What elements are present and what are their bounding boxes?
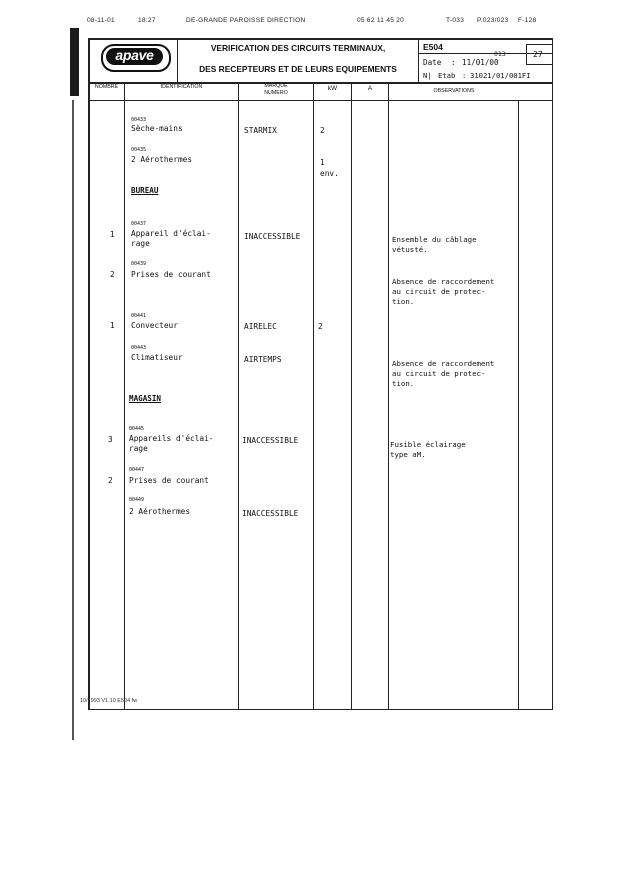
item-observation-cont: vétusté.	[392, 245, 428, 254]
item-identification: 2 Aérothermes	[131, 155, 193, 164]
item-identification-cont: rage	[129, 444, 148, 453]
item-nombre: 3	[108, 435, 113, 444]
etab-label: Etab	[438, 71, 456, 80]
item-marque: INACCESSIBLE	[242, 509, 299, 518]
item-identification: Sèche-mains	[131, 124, 183, 133]
header-left-border	[88, 38, 90, 82]
item-observation-cont: tion.	[392, 379, 415, 388]
etab-prefix: N|	[423, 71, 432, 80]
item-kw: 2	[318, 322, 323, 331]
item-marque: AIRTEMPS	[244, 355, 282, 364]
item-nombre: 2	[110, 270, 115, 279]
item-marque: INACCESSIBLE	[244, 232, 301, 241]
item-kw: 2	[320, 126, 325, 135]
fax-pages: P.023/023	[477, 17, 509, 24]
form-footer: 10/1993 V1.10 E504 fw	[80, 698, 138, 704]
item-identification: Prises de courant	[131, 270, 211, 279]
item-marque: STARMIX	[244, 126, 277, 135]
fax-code: T-033	[446, 17, 465, 24]
item-code: 00437	[131, 221, 147, 227]
col-border-a	[388, 82, 389, 710]
col-border-marque	[313, 82, 314, 710]
col-head-kw: kW	[327, 85, 338, 92]
item-nombre: 1	[110, 321, 115, 330]
col-border-right	[552, 82, 553, 710]
item-kw-note: env.	[320, 169, 339, 178]
item-identification: Appareils d'éclai-	[129, 434, 214, 443]
col-border-left	[88, 82, 90, 710]
item-identification: Climatiseur	[131, 353, 183, 362]
fax-date: 08-11-01	[87, 17, 115, 24]
col-border-nombre	[124, 82, 125, 710]
scan-edge-line	[72, 100, 74, 740]
item-code: 00435	[131, 147, 147, 153]
etab-value: 31021/01/001FI	[470, 71, 531, 80]
col-head-nombre: NOMBRE	[94, 84, 119, 90]
col-head-numero: NUMERO	[264, 90, 288, 96]
item-observation-cont: au circuit de protec-	[392, 287, 486, 296]
table-header-bottom	[88, 100, 553, 101]
item-observation-cont: au circuit de protec-	[392, 369, 486, 378]
col-head-a: A	[367, 85, 373, 92]
header-divider-logo	[177, 38, 178, 82]
item-observation-cont: tion.	[392, 297, 415, 306]
fax-phone: 05 62 11 45 20	[357, 17, 405, 24]
item-identification: Convecteur	[131, 321, 178, 330]
item-code: 00443	[131, 345, 147, 351]
page-number: 27	[533, 50, 543, 59]
date-label: Date	[423, 58, 442, 67]
item-code: 00433	[131, 117, 147, 123]
item-identification-cont: rage	[131, 239, 150, 248]
item-observation: Absence de raccordement	[392, 359, 495, 368]
fax-time: 18:27	[138, 17, 156, 24]
col-border-identification	[238, 82, 239, 710]
table-bottom	[88, 709, 553, 710]
date-separator: :	[451, 58, 456, 67]
item-observation: Ensemble du câblage	[392, 235, 477, 244]
fax-number: F-128	[518, 17, 537, 24]
etab-separator: :	[462, 71, 467, 80]
page-box-top	[526, 44, 553, 45]
item-code: 00449	[129, 497, 145, 503]
page-box-left	[526, 44, 527, 64]
section-heading: BUREAU	[131, 186, 159, 195]
item-marque: AIRELEC	[244, 322, 277, 331]
header-top-border	[88, 38, 553, 40]
section-heading: MAGASIN	[129, 394, 162, 403]
col-border-extra	[518, 100, 519, 710]
header-divider-ref	[418, 38, 419, 82]
scan-edge-mark	[70, 28, 79, 96]
item-marque: INACCESSIBLE	[242, 436, 299, 445]
item-nombre: 1	[110, 230, 115, 239]
form-subcode: 013	[494, 50, 506, 58]
item-code: 00447	[129, 467, 145, 473]
item-code: 00439	[131, 261, 147, 267]
form-code: E504	[423, 42, 443, 52]
item-identification: Prises de courant	[129, 476, 209, 485]
col-head-marque: MARQUE	[264, 83, 288, 89]
doc-title-line1: VERIFICATION DES CIRCUITS TERMINAUX,	[210, 43, 386, 53]
doc-title-line2: DES RECEPTEURS ET DE LEURS EQUIPEMENTS	[199, 64, 397, 74]
item-kw: 1	[320, 158, 325, 167]
item-observation: Fusible éclairage	[390, 440, 466, 449]
item-identification: Appareil d'éclai-	[131, 229, 211, 238]
item-identification: 2 Aérothermes	[129, 507, 191, 516]
item-code: 00445	[129, 426, 145, 432]
col-border-kw	[351, 82, 352, 710]
page-box-bottom	[526, 64, 553, 65]
col-head-identification: IDENTIFICATION	[160, 84, 203, 90]
logo-text: apave	[115, 47, 154, 63]
date-value: 11/01/00	[462, 58, 499, 67]
item-observation: Absence de raccordement	[392, 277, 495, 286]
item-observation-cont: type aM.	[390, 450, 426, 459]
item-code: 00441	[131, 313, 147, 319]
col-head-observations: OBSERVATIONS	[433, 88, 475, 94]
item-nombre: 2	[108, 476, 113, 485]
fax-sender: DE-GRANDE PAROISSE DIRECTION	[186, 17, 306, 24]
